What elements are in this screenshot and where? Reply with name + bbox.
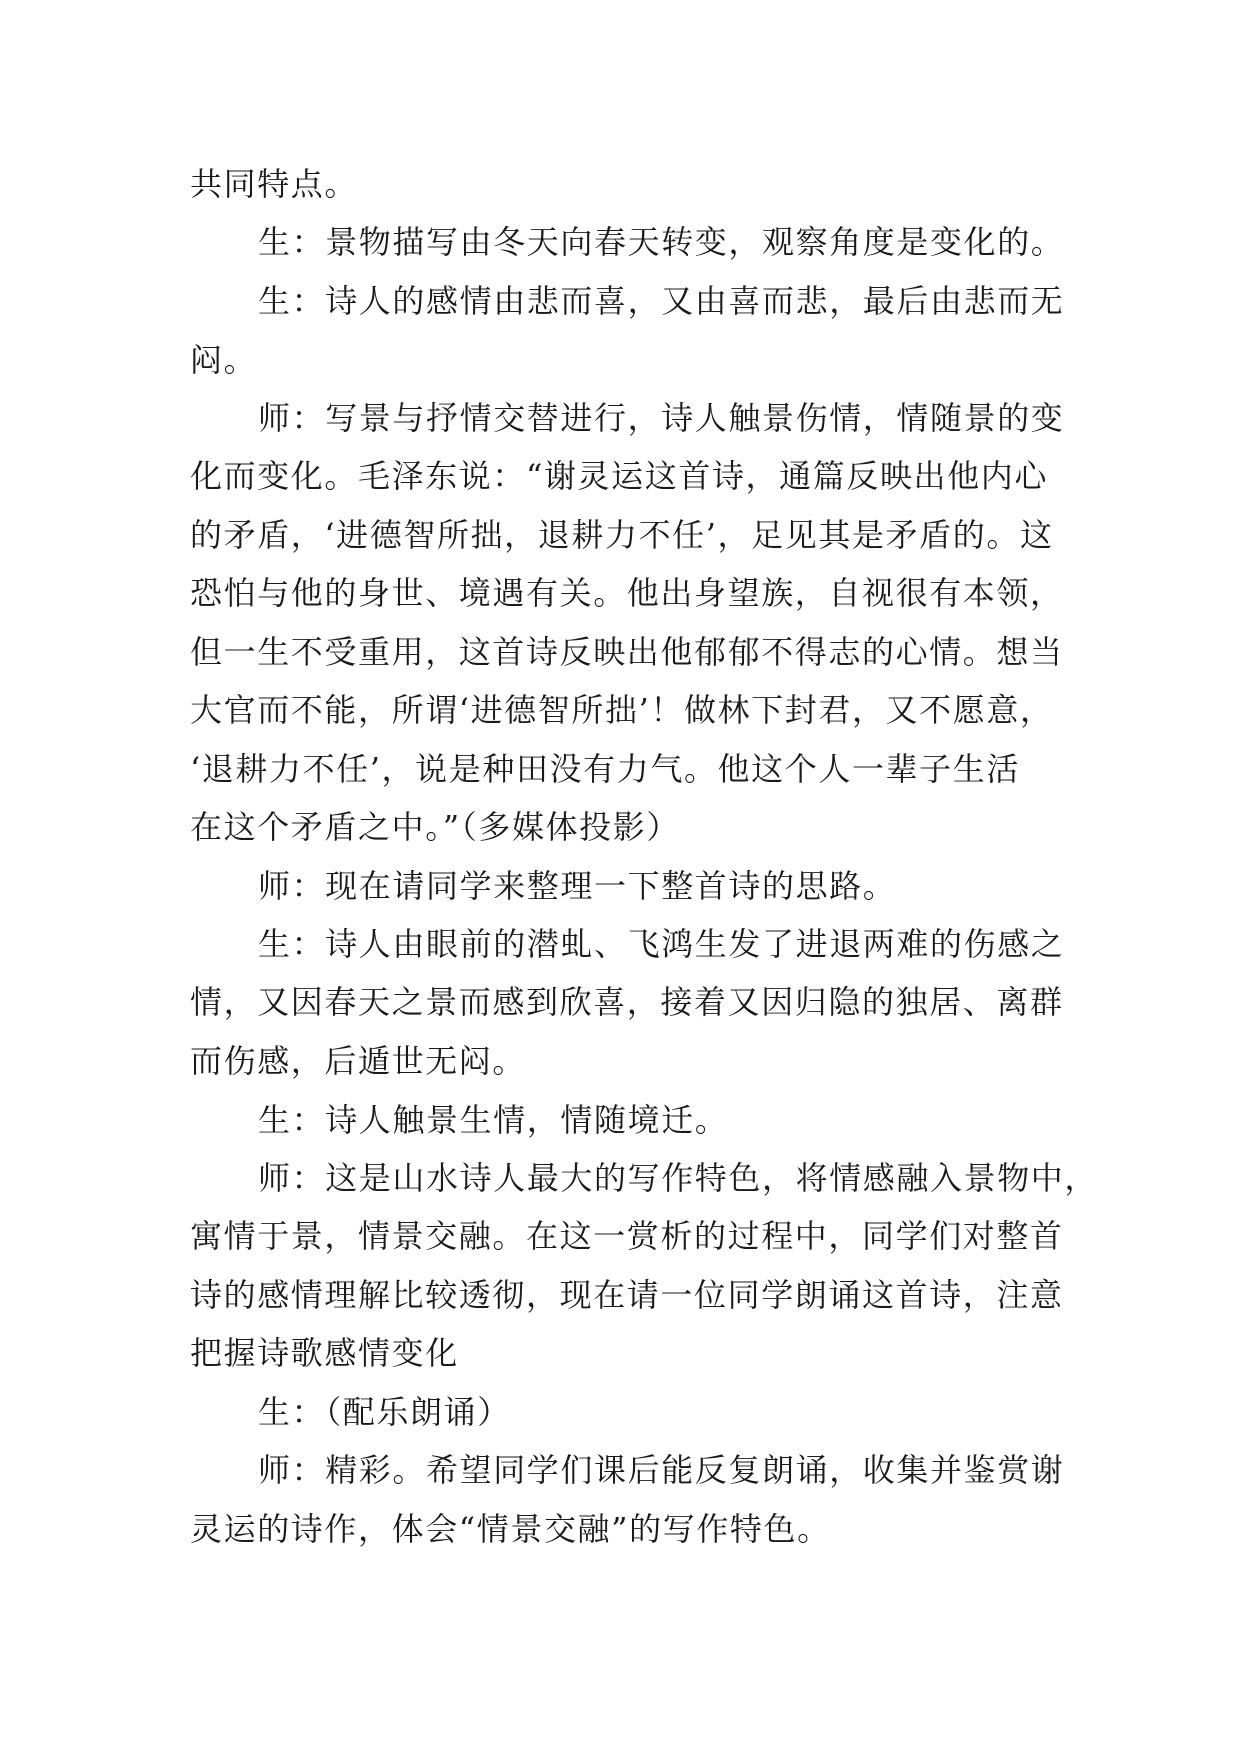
text-line: 灵运的诗作，体会“情景交融”的写作特色。: [190, 1510, 831, 1548]
text-line: 共同特点。: [190, 165, 359, 203]
text-line: 的矛盾，‘进德智所拙，退耕力不任’，足见其是矛盾的。这: [190, 516, 1054, 554]
text-line: 而伤感，后遁世无闷。: [190, 1042, 527, 1080]
text-line: 师：精彩。希望同学们课后能反复朗诵，收集并鉴赏谢: [258, 1451, 1065, 1489]
text-line: ‘退耕力不任’，说是种田没有力气。他这个人一辈子生活: [190, 750, 1020, 788]
text-line: 生：景物描写由冬天向春天转变，观察角度是变化的。: [258, 223, 1065, 261]
text-line: 情，又因春天之景而感到欣喜，接着又因归隐的独居、离群: [190, 983, 1064, 1021]
text-line: 寓情于景，情景交融。在这一赏析的过程中，同学们对整首: [190, 1217, 1064, 1255]
text-line: 诗的感情理解比较透彻，现在请一位同学朗诵这首诗，注意: [190, 1276, 1064, 1314]
text-line: 恐怕与他的身世、境遇有关。他出身望族，自视很有本领，: [190, 574, 1064, 612]
text-line: 生：诗人触景生情，情随境迁。: [258, 1101, 729, 1139]
text-line: 把握诗歌感情变化: [190, 1334, 459, 1372]
text-line: 大官而不能，所谓‘进德智所拙’！做林下封君，又不愿意，: [190, 691, 1054, 729]
text-line: 师：写景与抒情交替进行，诗人触景伤情，情随景的变: [258, 399, 1065, 437]
text-line: 生：（配乐朗诵）: [258, 1393, 511, 1431]
text-line: 师：现在请同学来整理一下整首诗的思路。: [258, 867, 897, 905]
text-line: 生：诗人由眼前的潜虬、飞鸿生发了进退两难的伤感之: [258, 925, 1065, 963]
text-line: 在这个矛盾之中。”（多媒体投影）: [190, 808, 680, 846]
text-line: 但一生不受重用，这首诗反映出他郁郁不得志的心情。想当: [190, 633, 1064, 671]
text-line: 师：这是山水诗人最大的写作特色，将情感融入景物中，: [258, 1159, 1099, 1197]
text-line: 闷。: [190, 341, 258, 379]
text-line: 生：诗人的感情由悲而喜，又由喜而悲，最后由悲而无: [258, 282, 1065, 320]
text-line: 化而变化。毛泽东说：“谢灵运这首诗，通篇反映出他内心: [190, 457, 1048, 495]
